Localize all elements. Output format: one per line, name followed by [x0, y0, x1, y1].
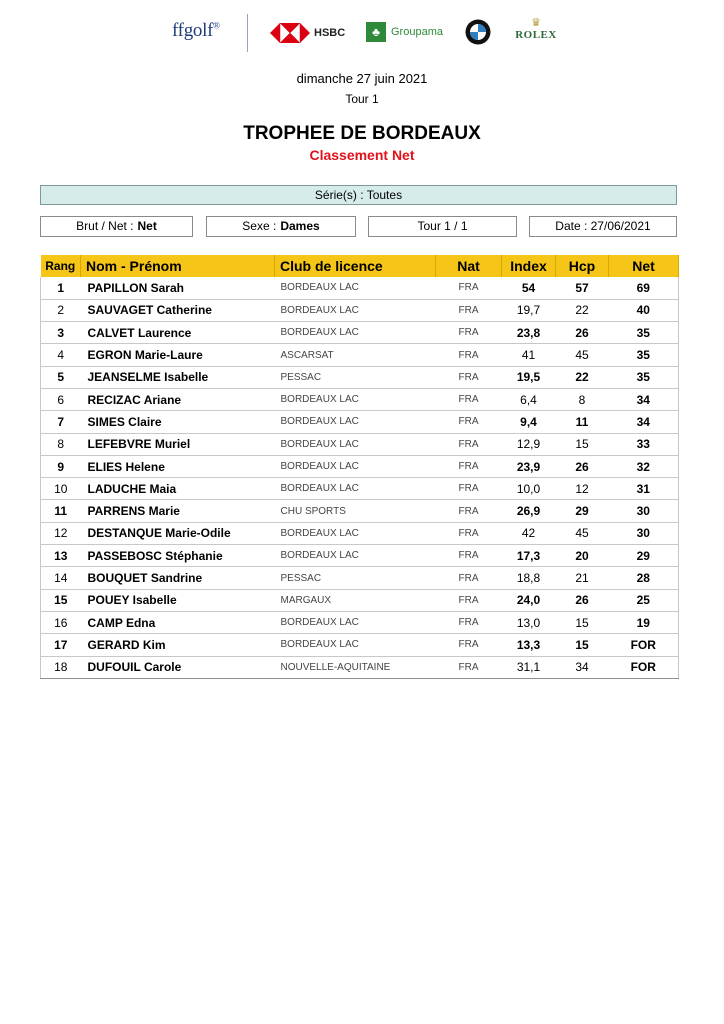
- cell-net: 34: [609, 388, 679, 410]
- crown-icon: ♛: [531, 17, 541, 29]
- page-title: TROPHEE DE BORDEAUX: [243, 123, 481, 144]
- cell-club: BORDEAUX LAC: [275, 277, 436, 299]
- cell-rang: 11: [41, 500, 81, 522]
- results-table: [40, 255, 679, 679]
- cell-hcp: 22: [556, 366, 609, 388]
- cell-nat: FRA: [436, 344, 502, 366]
- hsbc-logo: [270, 23, 345, 43]
- cell-nom: ELIES Helene: [81, 455, 275, 477]
- cell-hcp: 29: [556, 500, 609, 522]
- cell-net: 35: [609, 322, 679, 344]
- cell-club: BORDEAUX LAC: [275, 433, 436, 455]
- column-header-nat: Nat: [436, 255, 502, 277]
- event-date: dimanche 27 juin 2021: [296, 71, 428, 86]
- table-row: [41, 344, 679, 366]
- cell-nom: RECIZAC Ariane: [81, 388, 275, 410]
- cell-rang: 4: [41, 344, 81, 366]
- cell-rang: 2: [41, 299, 81, 321]
- cell-net: 30: [609, 500, 679, 522]
- cell-nom: PAPILLON Sarah: [81, 277, 275, 299]
- cell-nom: DESTANQUE Marie-Odile: [81, 522, 275, 544]
- cell-hcp: 45: [556, 522, 609, 544]
- cell-nat: FRA: [436, 478, 502, 500]
- cell-nom: CAMP Edna: [81, 611, 275, 633]
- table-row: [41, 589, 679, 611]
- cell-nat: FRA: [436, 299, 502, 321]
- cell-rang: 10: [41, 478, 81, 500]
- cell-hcp: 15: [556, 611, 609, 633]
- cell-nat: FRA: [436, 634, 502, 656]
- table-row: [41, 277, 679, 299]
- cell-nat: FRA: [436, 567, 502, 589]
- cell-hcp: 11: [556, 411, 609, 433]
- table-row: [41, 299, 679, 321]
- groupama-logo-text: Groupama: [391, 26, 443, 38]
- series-band: Série(s) : Toutes: [40, 185, 677, 205]
- table-row: [41, 656, 679, 678]
- cell-hcp: 12: [556, 478, 609, 500]
- sexe-value: Dames: [280, 219, 320, 233]
- cell-net: 31: [609, 478, 679, 500]
- cell-club: BORDEAUX LAC: [275, 611, 436, 633]
- cell-net: 29: [609, 545, 679, 567]
- cell-hcp: 15: [556, 433, 609, 455]
- cell-club: BORDEAUX LAC: [275, 545, 436, 567]
- sexe-filter: [206, 216, 356, 237]
- cell-hcp: 57: [556, 277, 609, 299]
- cell-club: BORDEAUX LAC: [275, 455, 436, 477]
- cell-index: 6,4: [502, 388, 556, 410]
- cell-nom: CALVET Laurence: [81, 322, 275, 344]
- column-header-club: Club de licence: [275, 255, 436, 277]
- cell-index: 18,8: [502, 567, 556, 589]
- cell-hcp: 26: [556, 322, 609, 344]
- cell-index: 26,9: [502, 500, 556, 522]
- column-header-net: Net: [609, 255, 679, 277]
- cell-index: 13,3: [502, 634, 556, 656]
- cell-net: 35: [609, 366, 679, 388]
- cell-hcp: 26: [556, 589, 609, 611]
- groupama-logo: [366, 22, 443, 42]
- cell-club: BORDEAUX LAC: [275, 522, 436, 544]
- column-header-hcp: Hcp: [556, 255, 609, 277]
- cell-index: 19,7: [502, 299, 556, 321]
- cell-club: PESSAC: [275, 366, 436, 388]
- cell-rang: 15: [41, 589, 81, 611]
- cell-net: 35: [609, 344, 679, 366]
- cell-net: 32: [609, 455, 679, 477]
- cell-rang: 8: [41, 433, 81, 455]
- cell-club: NOUVELLE-AQUITAINE: [275, 656, 436, 678]
- cell-rang: 7: [41, 411, 81, 433]
- cell-net: 34: [609, 411, 679, 433]
- cell-rang: 1: [41, 277, 81, 299]
- cell-index: 23,8: [502, 322, 556, 344]
- cell-hcp: 20: [556, 545, 609, 567]
- registered-mark: ®: [213, 20, 220, 31]
- table-row: [41, 433, 679, 455]
- cell-hcp: 22: [556, 299, 609, 321]
- cell-index: 13,0: [502, 611, 556, 633]
- cell-hcp: 15: [556, 634, 609, 656]
- brut-net-filter: [40, 216, 193, 237]
- cell-nom: EGRON Marie-Laure: [81, 344, 275, 366]
- cell-nat: FRA: [436, 656, 502, 678]
- table-row: [41, 522, 679, 544]
- cell-net: 28: [609, 567, 679, 589]
- cell-net: 69: [609, 277, 679, 299]
- cell-nom: JEANSELME Isabelle: [81, 366, 275, 388]
- cell-nom: SAUVAGET Catherine: [81, 299, 275, 321]
- hsbc-logo-text: HSBC: [314, 27, 346, 39]
- table-header-row: [41, 255, 679, 277]
- cell-nom: LEFEBVRE Muriel: [81, 433, 275, 455]
- cell-nat: FRA: [436, 545, 502, 567]
- date-filter: Date : 27/06/2021: [529, 216, 677, 237]
- tour-filter: Tour 1 / 1: [368, 216, 517, 237]
- cell-club: PESSAC: [275, 567, 436, 589]
- cell-index: 10,0: [502, 478, 556, 500]
- cell-club: MARGAUX: [275, 589, 436, 611]
- cell-net: FOR: [609, 634, 679, 656]
- cell-index: 19,5: [502, 366, 556, 388]
- cell-net: 40: [609, 299, 679, 321]
- cell-index: 9,4: [502, 411, 556, 433]
- cell-index: 41: [502, 344, 556, 366]
- cell-nom: DUFOUIL Carole: [81, 656, 275, 678]
- page-subtitle: Classement Net: [309, 147, 415, 163]
- table-row: [41, 478, 679, 500]
- cell-net: 33: [609, 433, 679, 455]
- table-row: [41, 455, 679, 477]
- cell-rang: 16: [41, 611, 81, 633]
- cell-club: BORDEAUX LAC: [275, 478, 436, 500]
- table-row: [41, 388, 679, 410]
- bmw-logo: [465, 19, 491, 50]
- column-header-index: Index: [502, 255, 556, 277]
- table-row: [41, 634, 679, 656]
- cell-club: BORDEAUX LAC: [275, 388, 436, 410]
- rolex-logo-text: ROLEX: [515, 29, 557, 41]
- cell-club: CHU SPORTS: [275, 500, 436, 522]
- cell-nom: PARRENS Marie: [81, 500, 275, 522]
- cell-club: BORDEAUX LAC: [275, 411, 436, 433]
- cell-nom: GERARD Kim: [81, 634, 275, 656]
- cell-net: 30: [609, 522, 679, 544]
- cell-hcp: 34: [556, 656, 609, 678]
- cell-rang: 12: [41, 522, 81, 544]
- cell-rang: 5: [41, 366, 81, 388]
- brut-net-label: Brut / Net :: [76, 219, 134, 233]
- sexe-label: Sexe :: [242, 219, 277, 233]
- table-row: [41, 411, 679, 433]
- cell-rang: 9: [41, 455, 81, 477]
- cell-index: 12,9: [502, 433, 556, 455]
- table-row: [41, 545, 679, 567]
- table-row: [41, 500, 679, 522]
- cell-index: 23,9: [502, 455, 556, 477]
- cell-net: 25: [609, 589, 679, 611]
- cell-index: 54: [502, 277, 556, 299]
- cell-nat: FRA: [436, 277, 502, 299]
- table-row: [41, 567, 679, 589]
- logo-divider: [247, 14, 248, 52]
- cell-rang: 14: [41, 567, 81, 589]
- cell-index: 24,0: [502, 589, 556, 611]
- cell-index: 31,1: [502, 656, 556, 678]
- cell-nat: FRA: [436, 366, 502, 388]
- ffgolf-logo-text: ffgolf: [172, 20, 214, 41]
- cell-rang: 13: [41, 545, 81, 567]
- cell-nat: FRA: [436, 500, 502, 522]
- cell-nat: FRA: [436, 522, 502, 544]
- sponsor-banner: [152, 8, 580, 56]
- table-row: [41, 322, 679, 344]
- round-label: Tour 1: [345, 92, 379, 106]
- cell-club: BORDEAUX LAC: [275, 322, 436, 344]
- cell-nom: LADUCHE Maia: [81, 478, 275, 500]
- cell-index: 17,3: [502, 545, 556, 567]
- hsbc-hexagon-icon: [270, 23, 310, 43]
- cell-hcp: 8: [556, 388, 609, 410]
- column-header-rang: Rang: [41, 255, 81, 277]
- cell-hcp: 21: [556, 567, 609, 589]
- cell-nom: POUEY Isabelle: [81, 589, 275, 611]
- cell-club: BORDEAUX LAC: [275, 634, 436, 656]
- cell-rang: 18: [41, 656, 81, 678]
- cell-club: BORDEAUX LAC: [275, 299, 436, 321]
- ffgolf-logo: [172, 20, 220, 42]
- column-header-nom: Nom - Prénom: [81, 255, 275, 277]
- cell-net: FOR: [609, 656, 679, 678]
- cell-rang: 3: [41, 322, 81, 344]
- cell-rang: 17: [41, 634, 81, 656]
- bmw-roundel-icon: [465, 19, 491, 45]
- cell-rang: 6: [41, 388, 81, 410]
- brut-net-value: Net: [137, 219, 157, 233]
- table-row: [41, 366, 679, 388]
- cell-hcp: 26: [556, 455, 609, 477]
- cell-nat: FRA: [436, 589, 502, 611]
- cell-nom: PASSEBOSC Stéphanie: [81, 545, 275, 567]
- cell-nom: SIMES Claire: [81, 411, 275, 433]
- cell-index: 42: [502, 522, 556, 544]
- cell-nat: FRA: [436, 322, 502, 344]
- cell-hcp: 45: [556, 344, 609, 366]
- cell-net: 19: [609, 611, 679, 633]
- cell-nat: FRA: [436, 611, 502, 633]
- cell-nat: FRA: [436, 388, 502, 410]
- cell-club: ASCARSAT: [275, 344, 436, 366]
- cell-nat: FRA: [436, 433, 502, 455]
- cell-nat: FRA: [436, 411, 502, 433]
- groupama-tree-icon: ♣: [366, 22, 386, 42]
- rolex-logo: [512, 18, 560, 41]
- table-row: [41, 611, 679, 633]
- cell-nat: FRA: [436, 455, 502, 477]
- cell-nom: BOUQUET Sandrine: [81, 567, 275, 589]
